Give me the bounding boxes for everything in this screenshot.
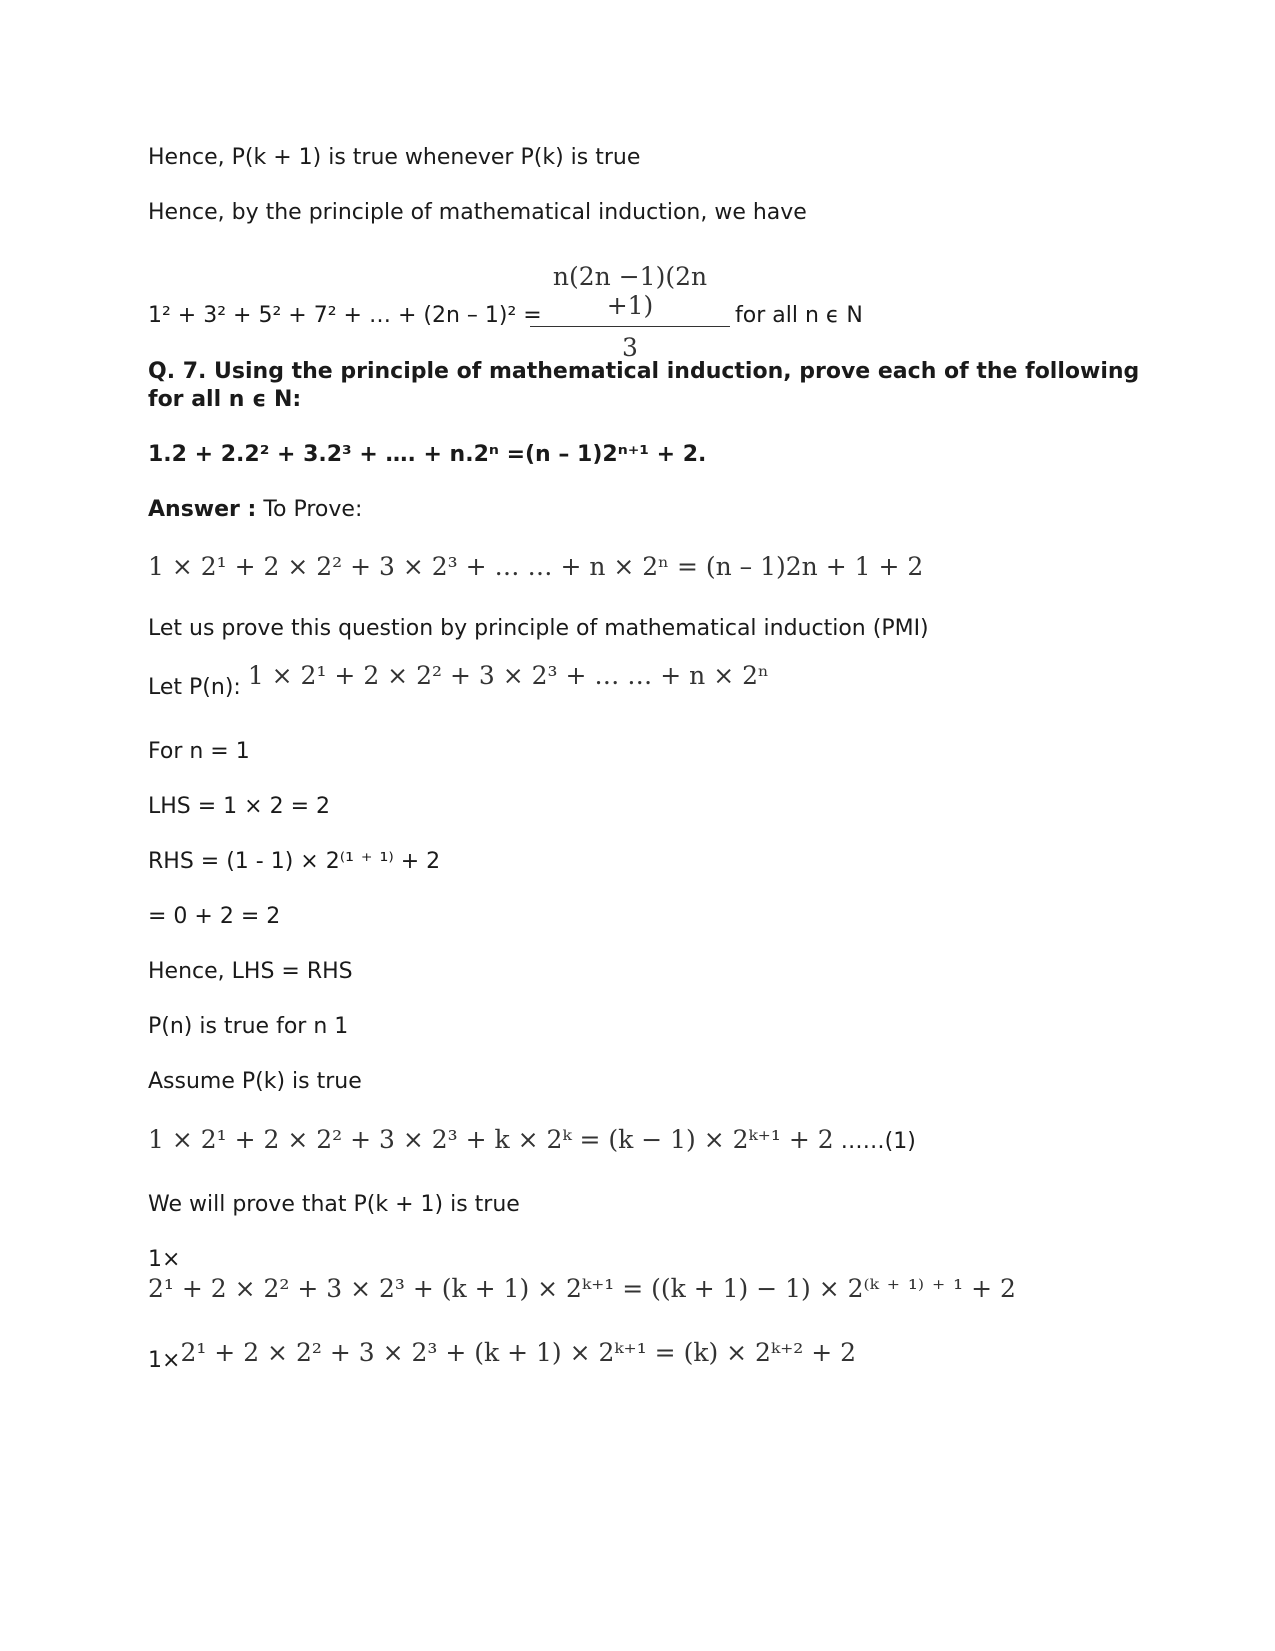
let-pn-label: Let P(n): xyxy=(148,675,248,700)
assume-pk: Assume P(k) is true xyxy=(148,1069,362,1094)
lhs-line: LHS = 1 × 2 = 2 xyxy=(148,794,331,819)
answer-line xyxy=(148,498,362,522)
question-7-title: Q. 7. Using the principle of mathematical induction, prove each of the following xyxy=(148,359,1140,384)
fraction-denominator: 3 xyxy=(622,333,638,362)
equation-pk1: 2¹ + 2 × 2² + 3 × 2³ + (k + 1) × 2ᵏ⁺¹ = ((k + 1) − 1) × 2⁽ᵏ ⁺ ¹⁾ ⁺ ¹ + 2 xyxy=(148,1274,1016,1303)
question-7-statement: 1.2 + 2.2² + 3.2³ + …. + n.2ⁿ =(n – 1)2ⁿ⁺¹ + 2. xyxy=(148,442,707,467)
let-pn-line xyxy=(148,661,769,700)
answer-label: Answer : xyxy=(148,497,257,522)
text-pmi: Let us prove this question by principle of mathematical induction (PMI) xyxy=(148,616,929,641)
pn-true: P(n) is true for n 1 xyxy=(148,1014,349,1039)
fraction-numerator: n(2n −1)(2n +1) xyxy=(530,262,730,327)
equation-pk: 1 × 2¹ + 2 × 2² + 3 × 2³ + k × 2ᵏ = (k − 1) × 2ᵏ⁺¹ + 2 xyxy=(148,1125,834,1154)
lhs-equals-rhs: Hence, LHS = RHS xyxy=(148,959,353,984)
one-times-prefix: 1× xyxy=(148,1348,181,1373)
text-hence-principle: Hence, by the principle of mathematical induction, we have xyxy=(148,200,807,225)
equation-to-prove: 1 × 2¹ + 2 × 2² + 3 × 2³ + … … + n × 2ⁿ = (n – 1)2n + 1 + 2 xyxy=(148,552,924,581)
sum-lhs: 1² + 3² + 5² + 7² + … + (2n – 1)² = xyxy=(148,303,542,328)
question-7-title-cont: for all n ϵ N: xyxy=(148,387,302,412)
equation-tag-1: ……(1) xyxy=(833,1129,916,1154)
equation-pk1-simplified: 2¹ + 2 × 2² + 3 × 2³ + (k + 1) × 2ᵏ⁺¹ = (k) × 2ᵏ⁺² + 2 xyxy=(180,1338,857,1367)
equation-pk-line xyxy=(148,1126,916,1154)
for-all-n: for all n ϵ N xyxy=(735,303,863,328)
fraction xyxy=(530,262,730,362)
zero-plus-two: = 0 + 2 = 2 xyxy=(148,904,281,929)
will-prove-pk1: We will prove that P(k + 1) is true xyxy=(148,1192,520,1217)
for-n-1: For n = 1 xyxy=(148,739,250,764)
equation-pk1-simplified-line xyxy=(148,1338,857,1373)
answer-text: To Prove: xyxy=(256,497,363,522)
let-pn-equation: 1 × 2¹ + 2 × 2² + 3 × 2³ + … … + n × 2ⁿ xyxy=(247,661,769,690)
rhs-line: RHS = (1 - 1) × 2⁽¹ ⁺ ¹⁾ + 2 xyxy=(148,849,441,874)
text-hence-pk1: Hence, P(k + 1) is true whenever P(k) is true xyxy=(148,145,641,170)
one-times: 1× xyxy=(148,1247,181,1272)
